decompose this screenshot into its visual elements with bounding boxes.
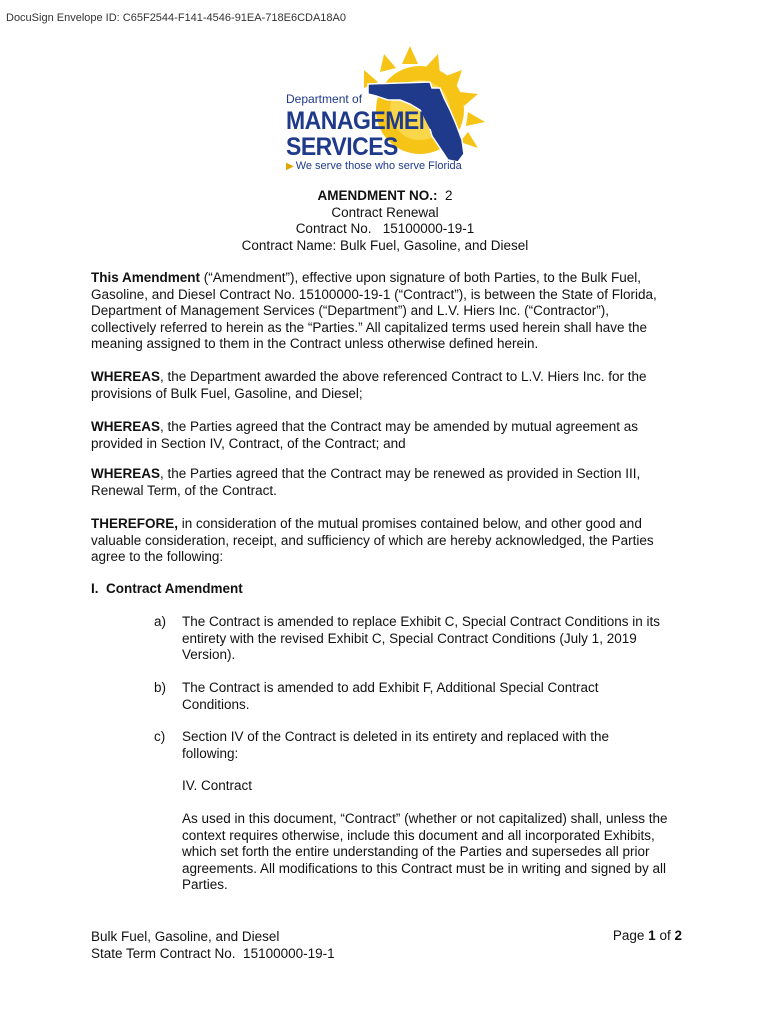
whereas-paragraph-3: [91, 466, 691, 499]
whereas-lead: WHEREAS: [91, 419, 161, 434]
page-of: of: [659, 928, 671, 943]
document-heading: [0, 188, 770, 254]
footer-contract-number: State Term Contract No. 15100000-19-1: [91, 946, 335, 961]
whereas-paragraph-2: [91, 419, 691, 452]
amendment-label: AMENDMENT NO.:: [317, 188, 438, 203]
tagline-text: We serve those who serve Florida: [295, 160, 462, 172]
list-item-b: [154, 680, 684, 713]
footer-left: [91, 928, 335, 962]
list-line: Conditions.: [182, 696, 250, 712]
page-number: [613, 928, 682, 943]
list-line: entirety with the revised Exhibit C, Special Contract Conditions (July 1, 2019: [182, 630, 637, 646]
intro-line: collectively referred to herein as the “Parties.” All capitalized terms used herein shall have the: [91, 319, 648, 335]
sub-line: context requires otherwise, include this document and all incorporated Exhibits,: [182, 827, 655, 843]
therefore-line: agree to the following:: [91, 549, 224, 564]
section-title: I. Contract Amendment: [91, 581, 243, 596]
whereas-line: , the Department awarded the above referenced Contract to L.V. Hiers Inc. for the: [160, 369, 647, 384]
intro-line: (“Amendment”), effective upon signature of both Parties, to the Bulk Fuel,: [203, 270, 642, 285]
whereas-lead: WHEREAS: [91, 369, 161, 384]
list-item-a: [154, 614, 684, 664]
heading-line2: Contract Renewal: [331, 204, 439, 220]
play-arrow-icon: ▶: [286, 161, 294, 172]
heading-line4: Contract Name: Bulk Fuel, Gasoline, and Diesel: [241, 237, 529, 253]
envelope-id: DocuSign Envelope ID: C65F2544-F141-4546-91EA-718E6CDA18A0: [6, 12, 346, 24]
list-line: The Contract is amended to add Exhibit F, Additional Special Contract: [182, 680, 599, 695]
amendment-number: 2: [445, 188, 453, 203]
page-current: 1: [648, 928, 656, 943]
list-item-c: [154, 729, 684, 762]
list-label: b): [154, 680, 167, 695]
sub-heading: IV. Contract: [182, 778, 253, 793]
heading-line3: Contract No. 15100000-19-1: [295, 221, 475, 236]
intro-paragraph: [91, 270, 691, 353]
therefore-line: valuable consideration, receipt, and sufficiency of which are hereby acknowledged, the Parties: [91, 532, 654, 548]
intro-line: meaning assigned to them in the Contract unless otherwise defined herein.: [91, 336, 539, 351]
whereas-line: provisions of Bulk Fuel, Gasoline, and Diesel;: [91, 385, 363, 401]
whereas-line: , the Parties agreed that the Contract may be amended by mutual agreement as: [160, 419, 639, 434]
therefore-line: in consideration of the mutual promises contained below, and other good and: [178, 516, 642, 531]
sub-line: which set forth the entire understanding of the Parties and supersedes all prior: [182, 844, 650, 859]
therefore-paragraph: [91, 516, 691, 566]
intro-line: Department of Management Services (“Department”) and L.V. Hiers Inc. (“Contractor”),: [91, 303, 609, 318]
page-prefix: Page: [612, 928, 645, 943]
list-line: Version).: [182, 647, 236, 662]
intro-line: Gasoline, and Diesel Contract No. 15100000-19-1 (“Contract”), is between the State of Florida,: [91, 286, 657, 302]
list-line: The Contract is amended to replace Exhibit C, Special Contract Conditions in its: [182, 614, 660, 629]
sub-line: Parties.: [182, 877, 228, 892]
dms-logo: [280, 44, 490, 174]
therefore-lead: THEREFORE,: [91, 516, 179, 531]
intro-lead: This Amendment: [91, 270, 201, 285]
logo-line2: MANAGEMENT: [286, 106, 449, 135]
whereas-paragraph-1: [91, 369, 691, 402]
logo-tagline: [286, 160, 462, 172]
page-total: 2: [674, 928, 682, 943]
list-line: following:: [182, 745, 239, 761]
whereas-lead: WHEREAS: [91, 466, 161, 481]
whereas-line: provided in Section IV, Contract, of the Contract; and: [91, 435, 406, 451]
list-label: a): [154, 614, 167, 629]
list-line: Section IV of the Contract is deleted in its entirety and replaced with the: [182, 729, 609, 744]
whereas-line: , the Parties agreed that the Contract may be renewed as provided in Section III,: [160, 466, 641, 481]
footer-contract-name: Bulk Fuel, Gasoline, and Diesel: [91, 929, 280, 944]
whereas-line: Renewal Term, of the Contract.: [91, 482, 277, 498]
logo-line1: Department of: [286, 92, 363, 106]
sub-line: agreements. All modifications to this Contract must be in writing and signed by all: [182, 860, 666, 876]
list-label: c): [154, 729, 166, 744]
sub-paragraph: [182, 811, 687, 894]
sub-line: As used in this document, “Contract” (whether or not capitalized) shall, unless the: [182, 811, 668, 826]
logo-line3: SERVICES: [286, 132, 398, 161]
